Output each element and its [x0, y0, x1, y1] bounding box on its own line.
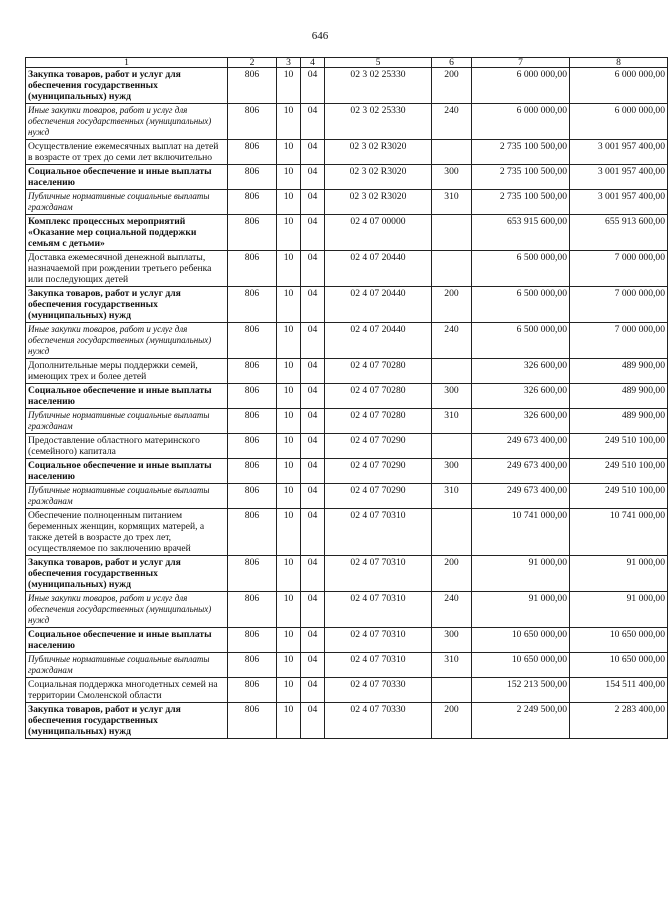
expense-type-cell: 200 [432, 68, 472, 104]
expense-type-cell: 200 [432, 703, 472, 739]
section-cell: 10 [277, 190, 301, 215]
table-row [26, 509, 668, 556]
amount-year2-cell: 6 000 000,00 [570, 68, 668, 104]
table-row [26, 384, 668, 409]
row-name-cell: Закупка товаров, работ и услуг для обеспечения государственных (муниципальных) нужд [26, 287, 228, 323]
ministry-code-cell: 806 [228, 628, 277, 653]
table-row [26, 678, 668, 703]
amount-year1-cell: 6 000 000,00 [472, 104, 570, 140]
header-cell: 2 [228, 58, 277, 68]
row-name-cell: Социальное обеспечение и иные выплаты населению [26, 628, 228, 653]
subsection-cell: 04 [301, 251, 325, 287]
ministry-code-cell: 806 [228, 165, 277, 190]
table-row [26, 215, 668, 251]
expense-type-cell: 310 [432, 409, 472, 434]
ministry-code-cell: 806 [228, 287, 277, 323]
amount-year2-cell: 6 000 000,00 [570, 104, 668, 140]
amount-year1-cell: 91 000,00 [472, 592, 570, 628]
amount-year2-cell: 2 283 400,00 [570, 703, 668, 739]
page-number: 646 [311, 30, 329, 42]
ministry-code-cell: 806 [228, 140, 277, 165]
target-article-cell: 02 3 02 25330 [325, 68, 432, 104]
ministry-code-cell: 806 [228, 678, 277, 703]
subsection-cell: 04 [301, 628, 325, 653]
expense-type-cell [432, 434, 472, 459]
amount-year2-cell: 10 650 000,00 [570, 628, 668, 653]
ministry-code-cell: 806 [228, 703, 277, 739]
expense-type-cell: 310 [432, 190, 472, 215]
section-cell: 10 [277, 459, 301, 484]
amount-year1-cell: 10 650 000,00 [472, 653, 570, 678]
section-cell: 10 [277, 592, 301, 628]
subsection-cell: 04 [301, 434, 325, 459]
target-article-cell: 02 4 07 70280 [325, 409, 432, 434]
expense-type-cell [432, 359, 472, 384]
ministry-code-cell: 806 [228, 359, 277, 384]
row-name-cell: Социальная поддержка многодетных семей на территории Смоленской области [26, 678, 228, 703]
subsection-cell: 04 [301, 653, 325, 678]
header-cell: 1 [26, 58, 228, 68]
expense-type-cell: 300 [432, 628, 472, 653]
expense-type-cell: 300 [432, 165, 472, 190]
expense-type-cell: 240 [432, 323, 472, 359]
amount-year2-cell: 91 000,00 [570, 556, 668, 592]
amount-year1-cell: 326 600,00 [472, 359, 570, 384]
section-cell: 10 [277, 165, 301, 190]
target-article-cell: 02 4 07 20440 [325, 287, 432, 323]
ministry-code-cell: 806 [228, 104, 277, 140]
expense-type-cell: 240 [432, 592, 472, 628]
amount-year1-cell: 2 735 100 500,00 [472, 190, 570, 215]
section-cell: 10 [277, 556, 301, 592]
amount-year2-cell: 3 001 957 400,00 [570, 140, 668, 165]
target-article-cell: 02 4 07 70280 [325, 359, 432, 384]
target-article-cell: 02 4 07 70290 [325, 459, 432, 484]
row-name-cell: Социальное обеспечение и иные выплаты населению [26, 165, 228, 190]
ministry-code-cell: 806 [228, 653, 277, 678]
amount-year1-cell: 326 600,00 [472, 384, 570, 409]
row-name-cell: Публичные нормативные социальные выплаты гражданам [26, 484, 228, 509]
target-article-cell: 02 4 07 70310 [325, 556, 432, 592]
amount-year1-cell: 6 000 000,00 [472, 68, 570, 104]
ministry-code-cell: 806 [228, 251, 277, 287]
row-name-cell: Закупка товаров, работ и услуг для обеспечения государственных (муниципальных) нужд [26, 68, 228, 104]
header-cell: 5 [325, 58, 432, 68]
ministry-code-cell: 806 [228, 215, 277, 251]
subsection-cell: 04 [301, 484, 325, 509]
ministry-code-cell: 806 [228, 190, 277, 215]
ministry-code-cell: 806 [228, 484, 277, 509]
amount-year1-cell: 249 673 400,00 [472, 484, 570, 509]
amount-year2-cell: 249 510 100,00 [570, 434, 668, 459]
row-name-cell: Закупка товаров, работ и услуг для обеспечения государственных (муниципальных) нужд [26, 556, 228, 592]
expense-type-cell [432, 140, 472, 165]
target-article-cell: 02 4 07 70310 [325, 653, 432, 678]
amount-year1-cell: 6 500 000,00 [472, 323, 570, 359]
table-row [26, 653, 668, 678]
header-cell: 6 [432, 58, 472, 68]
section-cell: 10 [277, 359, 301, 384]
row-name-cell: Иные закупки товаров, работ и услуг для обеспечения государственных (муниципальных) нужд [26, 104, 228, 140]
table-row [26, 323, 668, 359]
amount-year2-cell: 7 000 000,00 [570, 323, 668, 359]
amount-year2-cell: 655 913 600,00 [570, 215, 668, 251]
header-cell: 4 [301, 58, 325, 68]
subsection-cell: 04 [301, 359, 325, 384]
amount-year2-cell: 489 900,00 [570, 359, 668, 384]
subsection-cell: 04 [301, 384, 325, 409]
subsection-cell: 04 [301, 703, 325, 739]
row-name-cell: Публичные нормативные социальные выплаты гражданам [26, 190, 228, 215]
amount-year2-cell: 3 001 957 400,00 [570, 165, 668, 190]
section-cell: 10 [277, 251, 301, 287]
target-article-cell: 02 4 07 70280 [325, 384, 432, 409]
ministry-code-cell: 806 [228, 409, 277, 434]
subsection-cell: 04 [301, 409, 325, 434]
target-article-cell: 02 4 07 70310 [325, 628, 432, 653]
row-name-cell: Дополнительные меры поддержки семей, имеющих трех и более детей [26, 359, 228, 384]
section-cell: 10 [277, 409, 301, 434]
amount-year1-cell: 249 673 400,00 [472, 459, 570, 484]
table-row [26, 703, 668, 739]
subsection-cell: 04 [301, 104, 325, 140]
ministry-code-cell: 806 [228, 556, 277, 592]
expense-type-cell [432, 215, 472, 251]
subsection-cell: 04 [301, 459, 325, 484]
target-article-cell: 02 3 02 R3020 [325, 190, 432, 215]
amount-year1-cell: 2 249 500,00 [472, 703, 570, 739]
budget-table [25, 57, 668, 739]
amount-year2-cell: 249 510 100,00 [570, 484, 668, 509]
row-name-cell: Иные закупки товаров, работ и услуг для обеспечения государственных (муниципальных) нужд [26, 592, 228, 628]
subsection-cell: 04 [301, 287, 325, 323]
expense-type-cell: 200 [432, 287, 472, 323]
amount-year2-cell: 489 900,00 [570, 384, 668, 409]
ministry-code-cell: 806 [228, 592, 277, 628]
amount-year2-cell: 10 741 000,00 [570, 509, 668, 556]
section-cell: 10 [277, 287, 301, 323]
section-cell: 10 [277, 215, 301, 251]
section-cell: 10 [277, 140, 301, 165]
table-row [26, 359, 668, 384]
expense-type-cell: 240 [432, 104, 472, 140]
table-row [26, 140, 668, 165]
target-article-cell: 02 3 02 R3020 [325, 140, 432, 165]
expense-type-cell [432, 678, 472, 703]
target-article-cell: 02 4 07 70310 [325, 509, 432, 556]
expense-type-cell: 200 [432, 556, 472, 592]
amount-year1-cell: 249 673 400,00 [472, 434, 570, 459]
row-name-cell: Социальное обеспечение и иные выплаты населению [26, 459, 228, 484]
amount-year2-cell: 249 510 100,00 [570, 459, 668, 484]
expense-type-cell: 310 [432, 484, 472, 509]
amount-year2-cell: 7 000 000,00 [570, 251, 668, 287]
section-cell: 10 [277, 104, 301, 140]
amount-year2-cell: 10 650 000,00 [570, 653, 668, 678]
amount-year1-cell: 6 500 000,00 [472, 251, 570, 287]
row-name-cell: Закупка товаров, работ и услуг для обеспечения государственных (муниципальных) нужд [26, 703, 228, 739]
target-article-cell: 02 4 07 70330 [325, 678, 432, 703]
table-row [26, 165, 668, 190]
table-row [26, 556, 668, 592]
row-name-cell: Публичные нормативные социальные выплаты гражданам [26, 409, 228, 434]
target-article-cell: 02 4 07 70330 [325, 703, 432, 739]
header-cell: 8 [570, 58, 668, 68]
section-cell: 10 [277, 484, 301, 509]
subsection-cell: 04 [301, 190, 325, 215]
subsection-cell: 04 [301, 509, 325, 556]
row-name-cell: Комплекс процессных мероприятий «Оказание мер социальной поддержки семьям с детьми» [26, 215, 228, 251]
ministry-code-cell: 806 [228, 384, 277, 409]
amount-year1-cell: 6 500 000,00 [472, 287, 570, 323]
table-header-row [26, 58, 668, 68]
table-row [26, 484, 668, 509]
table-row [26, 459, 668, 484]
subsection-cell: 04 [301, 165, 325, 190]
row-name-cell: Доставка ежемесячной денежной выплаты, назначаемой при рождении третьего ребенка или последующих детей [26, 251, 228, 287]
subsection-cell: 04 [301, 68, 325, 104]
target-article-cell: 02 3 02 R3020 [325, 165, 432, 190]
amount-year2-cell: 7 000 000,00 [570, 287, 668, 323]
amount-year1-cell: 10 650 000,00 [472, 628, 570, 653]
section-cell: 10 [277, 323, 301, 359]
ministry-code-cell: 806 [228, 68, 277, 104]
row-name-cell: Предоставление областного материнского (семейного) капитала [26, 434, 228, 459]
table-row [26, 287, 668, 323]
amount-year2-cell: 154 511 400,00 [570, 678, 668, 703]
table-row [26, 68, 668, 104]
expense-type-cell [432, 251, 472, 287]
row-name-cell: Публичные нормативные социальные выплаты гражданам [26, 653, 228, 678]
section-cell: 10 [277, 678, 301, 703]
header-cell: 7 [472, 58, 570, 68]
expense-type-cell [432, 509, 472, 556]
table-row [26, 104, 668, 140]
subsection-cell: 04 [301, 556, 325, 592]
expense-type-cell: 310 [432, 653, 472, 678]
section-cell: 10 [277, 68, 301, 104]
subsection-cell: 04 [301, 592, 325, 628]
row-name-cell: Обеспечение полноценным питанием беременных женщин, кормящих матерей, а также детей в возрасте до трех лет, осуществляемое по заключению врачей [26, 509, 228, 556]
table-row [26, 628, 668, 653]
row-name-cell: Иные закупки товаров, работ и услуг для обеспечения государственных (муниципальных) нужд [26, 323, 228, 359]
table-row [26, 190, 668, 215]
ministry-code-cell: 806 [228, 509, 277, 556]
target-article-cell: 02 4 07 70290 [325, 434, 432, 459]
expense-type-cell: 300 [432, 459, 472, 484]
amount-year2-cell: 3 001 957 400,00 [570, 190, 668, 215]
subsection-cell: 04 [301, 678, 325, 703]
table-row [26, 592, 668, 628]
amount-year1-cell: 10 741 000,00 [472, 509, 570, 556]
target-article-cell: 02 4 07 20440 [325, 251, 432, 287]
header-cell: 3 [277, 58, 301, 68]
section-cell: 10 [277, 628, 301, 653]
row-name-cell: Осуществление ежемесячных выплат на детей в возрасте от трех до семи лет включительно [26, 140, 228, 165]
amount-year1-cell: 2 735 100 500,00 [472, 140, 570, 165]
target-article-cell: 02 4 07 70290 [325, 484, 432, 509]
expense-type-cell: 300 [432, 384, 472, 409]
amount-year1-cell: 326 600,00 [472, 409, 570, 434]
table-row [26, 409, 668, 434]
amount-year2-cell: 489 900,00 [570, 409, 668, 434]
amount-year1-cell: 152 213 500,00 [472, 678, 570, 703]
table-row [26, 434, 668, 459]
section-cell: 10 [277, 509, 301, 556]
ministry-code-cell: 806 [228, 459, 277, 484]
amount-year1-cell: 91 000,00 [472, 556, 570, 592]
section-cell: 10 [277, 434, 301, 459]
row-name-cell: Социальное обеспечение и иные выплаты населению [26, 384, 228, 409]
target-article-cell: 02 4 07 70310 [325, 592, 432, 628]
amount-year1-cell: 653 915 600,00 [472, 215, 570, 251]
subsection-cell: 04 [301, 215, 325, 251]
amount-year1-cell: 2 735 100 500,00 [472, 165, 570, 190]
target-article-cell: 02 4 07 00000 [325, 215, 432, 251]
ministry-code-cell: 806 [228, 434, 277, 459]
ministry-code-cell: 806 [228, 323, 277, 359]
section-cell: 10 [277, 703, 301, 739]
amount-year2-cell: 91 000,00 [570, 592, 668, 628]
subsection-cell: 04 [301, 140, 325, 165]
table-row [26, 251, 668, 287]
section-cell: 10 [277, 653, 301, 678]
subsection-cell: 04 [301, 323, 325, 359]
section-cell: 10 [277, 384, 301, 409]
target-article-cell: 02 4 07 20440 [325, 323, 432, 359]
target-article-cell: 02 3 02 25330 [325, 104, 432, 140]
